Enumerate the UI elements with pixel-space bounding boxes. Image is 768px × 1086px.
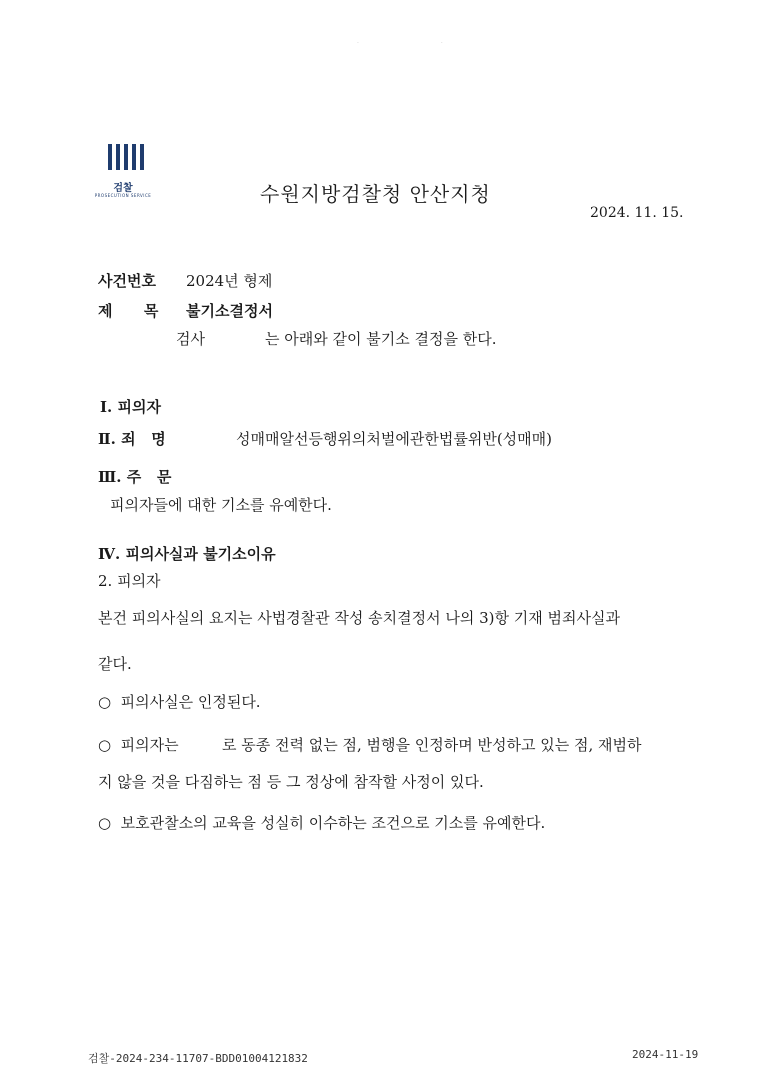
bullet-1: ○ 피의사실은 인정된다.: [98, 693, 261, 711]
logo-subtext: PROSECUTION SERVICE: [94, 193, 152, 198]
intro-text: 는 아래와 같이 불기소 결정을 한다.: [265, 330, 497, 348]
case-number-label: 사건번호: [98, 272, 156, 290]
section-4-heading: Ⅳ. 피의사실과 불기소이유: [98, 545, 276, 563]
section-2-heading: Ⅱ. 죄 명: [98, 430, 166, 448]
bullet-2-rest: 로 동종 전력 없는 점, 범행을 인정하며 반성하고 있는 점, 재범하: [222, 736, 642, 754]
facts-paragraph-line1: 본건 피의사실의 요지는 사법경찰관 작성 송치결정서 나의 3)항 기재 범죄사실과: [98, 609, 620, 627]
intro-prefix: 검사: [176, 330, 205, 348]
section-4-subheading: 2. 피의자: [98, 572, 161, 590]
bullet-3: ○ 보호관찰소의 교육을 성실히 이수하는 조건으로 기소를 유예한다.: [98, 814, 546, 832]
bullet-2-prefix: ○ 피의자는: [98, 736, 179, 754]
disposition-text: 피의자들에 대한 기소를 유예한다.: [110, 496, 332, 514]
logo-text: 검찰: [113, 183, 133, 194]
issue-date: 2024. 11. 15.: [590, 205, 684, 221]
office-title: 수원지방검찰청 안산지청: [260, 182, 491, 206]
subject-value: 불기소결정서: [186, 302, 273, 320]
facts-paragraph-line2: 같다.: [98, 655, 132, 673]
section-3-heading: Ⅲ. 주 문: [98, 468, 172, 486]
section-1-heading: Ⅰ. 피의자: [100, 398, 161, 416]
prosecution-logo: [88, 144, 158, 200]
subject-label: 제 목: [98, 302, 159, 320]
footer-doc-id: 검찰-2024-234-11707-BDD01004121832: [88, 1052, 308, 1065]
bullet-2-line2: 지 않을 것을 다짐하는 점 등 그 정상에 참작할 사정이 있다.: [98, 773, 484, 791]
logo-bars-icon: [108, 144, 144, 170]
case-number-value: 2024년 형제: [186, 272, 273, 290]
charge-name: 성매매알선등행위의처벌에관한법률위반(성매매): [236, 430, 552, 448]
footer-date: 2024-11-19: [632, 1048, 699, 1061]
scan-specks: · ·: [357, 40, 483, 47]
